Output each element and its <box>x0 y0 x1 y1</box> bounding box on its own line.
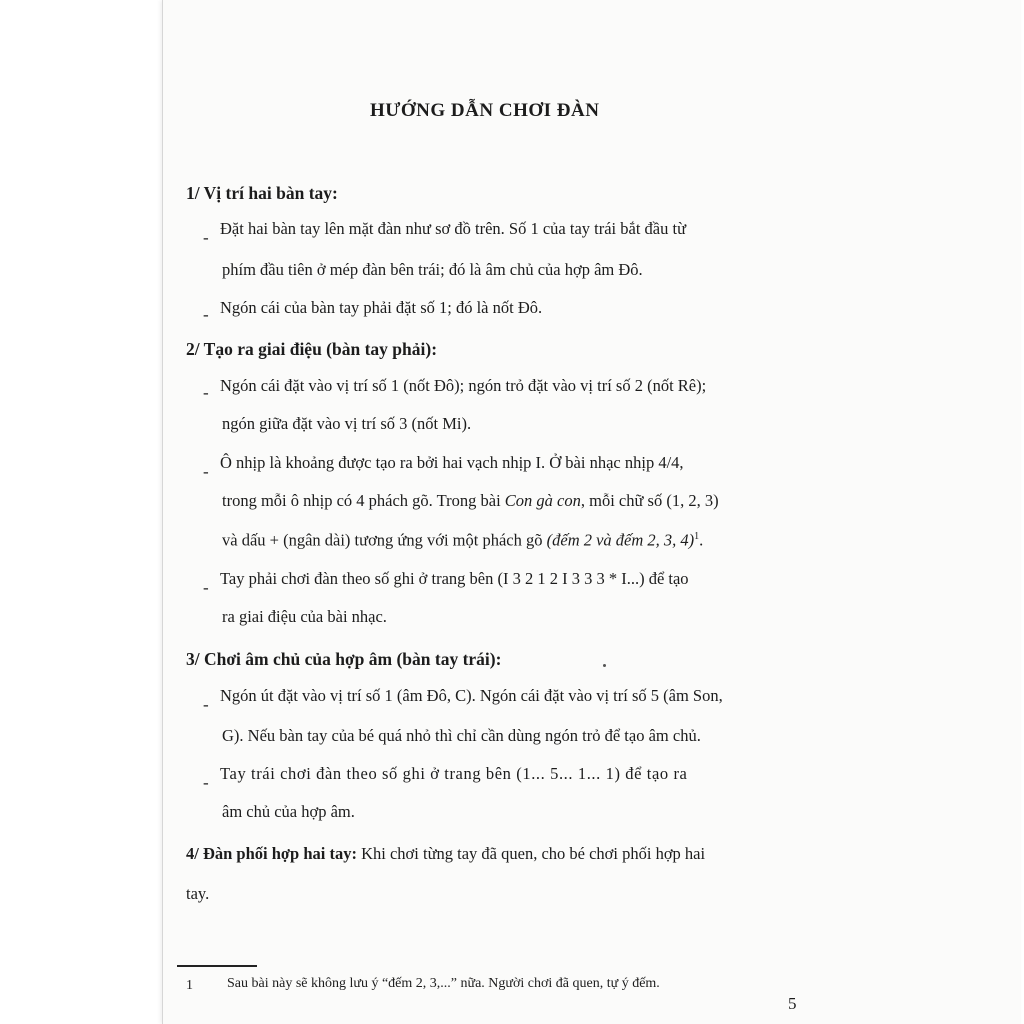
footnote-ref: 1 <box>694 531 700 542</box>
section-1-line-2: phím đầu tiên ở mép đàn bên trái; đó là âm chủ của hợp âm Đô. <box>222 260 643 279</box>
paper-speck <box>603 664 606 667</box>
bullet-marker: - <box>203 695 209 714</box>
footnote-text: Sau bài này sẽ không lưu ý “đếm 2, 3,...” nữa. Người chơi đã quen, tự ý đếm. <box>227 976 660 991</box>
bullet-marker: - <box>203 305 209 324</box>
section-2-line-2: ngón giữa đặt vào vị trí số 3 (nốt Mi). <box>222 414 472 433</box>
section-3-line-2: G). Nếu bàn tay của bé quá nhỏ thì chỉ cần dùng ngón trỏ để tạo âm chủ. <box>222 726 701 745</box>
section-2-line-3: Ô nhịp là khoảng được tạo ra bởi hai vạch nhịp I. Ở bài nhạc nhịp 4/4, <box>220 453 684 472</box>
section-3-line-4: âm chủ của hợp âm. <box>222 802 355 821</box>
bullet-marker: - <box>203 462 209 481</box>
section-3-line-1: Ngón út đặt vào vị trí số 1 (âm Đô, C). Ngón cái đặt vào vị trí số 5 (âm Son, <box>220 686 723 705</box>
page-number: 5 <box>788 994 797 1013</box>
section-2-line-1: Ngón cái đặt vào vị trí số 1 (nốt Đô); ngón trỏ đặt vào vị trí số 2 (nốt Rê); <box>220 376 707 395</box>
section-2-line-5: và dấu + (ngân dài) tương ứng với một phách gõ (đếm 2 và đếm 2, 3, 4)$^1$. <box>222 530 704 550</box>
section-4-line-1: 4/ Đàn phối hợp hai tay: Khi chơi từng tay đã quen, cho bé chơi phối hợp hai <box>186 844 706 863</box>
bullet-marker: - <box>203 383 209 402</box>
section-2-line-7: ra giai điệu của bài nhạc. <box>222 607 387 626</box>
footnote-rule <box>177 965 257 967</box>
section-heading-1: 1/ Vị trí hai bàn tay: <box>186 183 338 203</box>
song-title: Con gà con <box>504 491 581 510</box>
section-4-line-2: tay. <box>186 884 210 903</box>
section-2-line-4: trong mỗi ô nhịp có 4 phách gõ. Trong bài Con gà con, mỗi chữ số (1, 2, 3) <box>222 491 719 510</box>
footnote-number: 1 <box>186 978 193 993</box>
section-heading-3: 3/ Chơi âm chủ của hợp âm (bàn tay trái): <box>186 649 502 669</box>
section-heading-2: 2/ Tạo ra giai điệu (bàn tay phải): <box>186 339 438 359</box>
section-1-line-1: Đặt hai bàn tay lên mặt đàn như sơ đồ trên. Số 1 của tay trái bắt đầu từ <box>220 219 687 238</box>
document-page <box>162 0 1021 1024</box>
section-heading-4: 4/ Đàn phối hợp hai tay: <box>186 844 357 863</box>
bullet-marker: - <box>203 773 209 792</box>
bullet-marker: - <box>203 578 209 597</box>
section-1-line-3: Ngón cái của bàn tay phải đặt số 1; đó là nốt Đô. <box>220 298 543 317</box>
counting-note: (đếm 2 và đếm 2, 3, 4) <box>546 530 695 550</box>
page-title: HƯỚNG DẪN CHƠI ĐÀN <box>370 100 600 121</box>
section-3-line-3: Tay trái chơi đàn theo số ghi ở trang bên (1... 5... 1... 1) để tạo ra <box>220 764 688 783</box>
bullet-marker: - <box>203 228 209 247</box>
section-2-line-6: Tay phải chơi đàn theo số ghi ở trang bên (I 3 2 1 2 I 3 3 3 * I...) để tạo <box>220 569 689 588</box>
